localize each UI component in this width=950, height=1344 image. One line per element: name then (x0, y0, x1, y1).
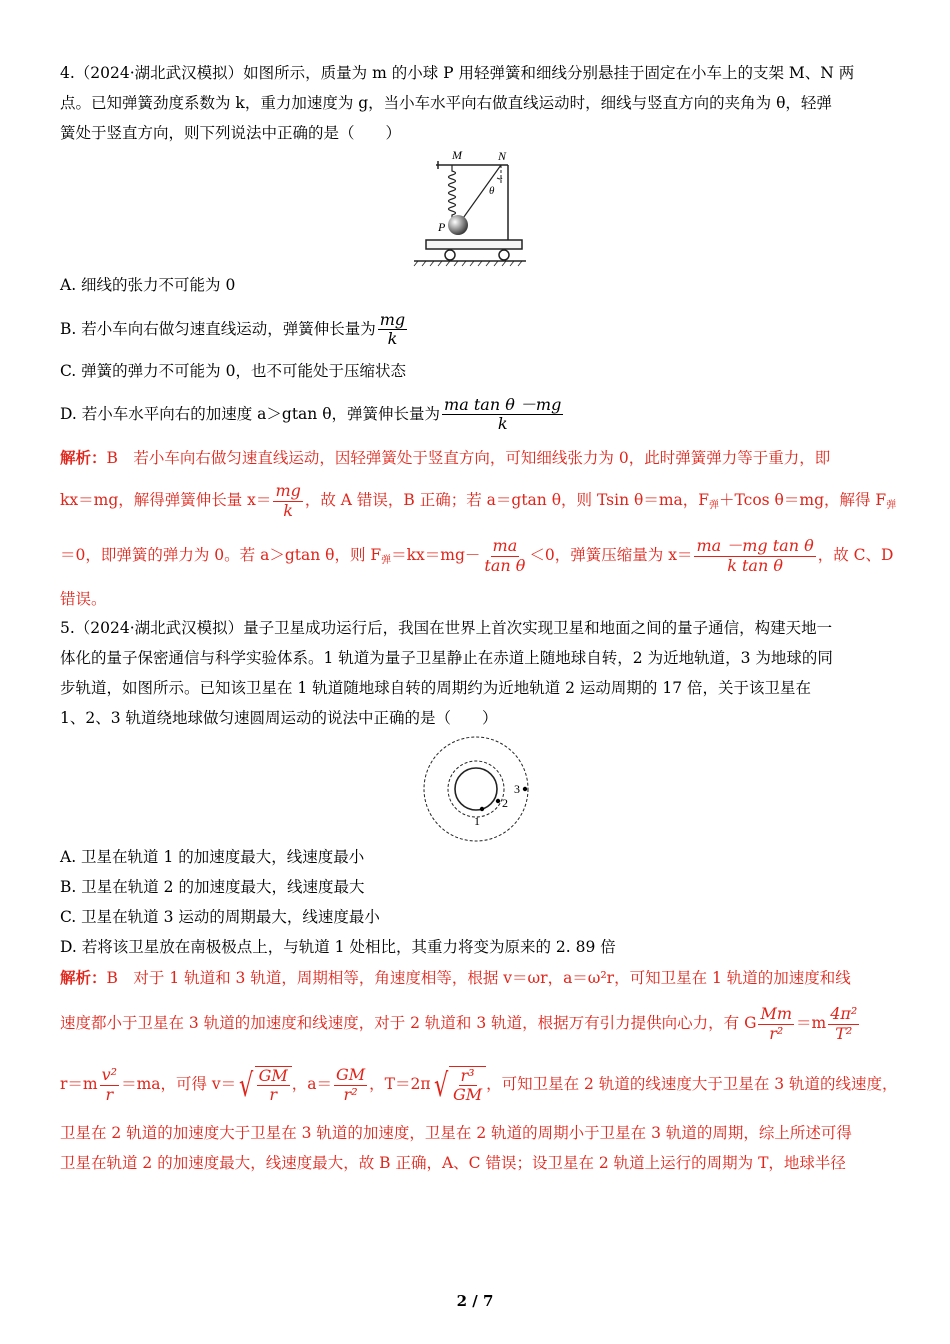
q4-solution-line-1: 解析：B 若小车向右做匀速直线运动，因轻弹簧处于竖直方向，可知细线张力为 0，此时弹簧弹力等于重力，即 (60, 448, 831, 467)
q4-solution-line-4: 错误。 (60, 590, 107, 608)
fraction: $\frac{mg}{k}$ (275, 481, 301, 520)
q4-option-d-text: D. 若小车水平向右的加速度 a＞gtan θ，弹簧伸长量为 (60, 404, 441, 423)
q5-figure-orbits (418, 735, 538, 845)
q5-solution-line-5: 卫星在轨道 2 的加速度最大，线速度最大，故 B 正确，A、C 错误；设卫星在 2 轨道上运行的周期为 T，地球半径 (60, 1154, 846, 1172)
q4-option-d (60, 396, 890, 434)
q5-option-c: C. 卫星在轨道 3 运动的周期最大，线速度最小 (60, 908, 380, 926)
square-root: √ $\frac{\text{r³}}{GM}$ (431, 1066, 487, 1105)
square-root: √ $\frac{GM}{r}$ (236, 1066, 292, 1105)
ball-p (448, 215, 468, 235)
fraction: $\frac{\text{ma －mg tan θ}}{\text{k tan θ}}$ (696, 536, 814, 575)
orbit-label-1: 1 (474, 814, 480, 828)
label-m: M (452, 148, 462, 162)
q4-figure-cart-spring-pendulum (410, 145, 530, 270)
q4-option-a: A. 细线的张力不可能为 0 (60, 276, 236, 294)
orbit-label-3: 3 (514, 782, 520, 796)
q4-option-c: C. 弹簧的弹力不可能为 0，也不可能处于压缩状态 (60, 362, 406, 380)
label-theta: θ (489, 185, 495, 197)
fraction: $\frac{mg}{k}$ (379, 310, 406, 349)
q5-solution-line-2: 速度都小于卫星在 3 轨道的加速度和线速度，对于 2 轨道和 3 轨道，根据万有引力提供向心力，有 G $\frac{Mm}{\text{r²}}$ ＝m $\frac{\text{4π²}}{\text{T²}}$ (60, 1004, 858, 1043)
q5-stem-line-2: 体化的量子保密通信与科学实验体系。1 轨道为量子卫星静止在赤道上随地球自转，2 为近地轨道，3 为地球的同 (60, 649, 833, 667)
fraction: $\frac{\text{v²}}{r}$ (101, 1065, 118, 1104)
q4-option-b-text: B. 若小车向右做匀速直线运动，弹簧伸长量为 (60, 319, 376, 338)
label-n: N (498, 149, 507, 163)
q4-solution-line-2: kx＝mg，解得弹簧伸长量 x＝ $\frac{mg}{k}$ ，故 A 错误，B 正确；若 a＝gtan θ，则 Tsin θ＝ma，$F_弹+Tcos$ θ＝mg，解得 $F_弹$ (60, 481, 897, 520)
q4-stem-line-3: 簧处于竖直方向，则下列说法中正确的是（ ） (60, 124, 402, 142)
q4-solution-line-3: ＝0，即弹簧的弹力为 0。若 a＞gtan θ，则 $F_弹=kx=mg-$ $\frac{ma}{\text{tan θ}}$ ＜0，弹簧压缩量为 x＝ $\frac{\text{ma －mg tan θ}}{\text{k tan θ}}$ ，故 C、D (60, 536, 894, 575)
page-number: 2 / 7 (456, 1292, 494, 1310)
q5-option-d: D. 若将该卫星放在南极极点上，与轨道 1 处相比，其重力将变为原来的 2. 89 倍 (60, 938, 616, 956)
q4-option-b (60, 311, 890, 349)
orbit-label-2: 2 (502, 796, 508, 810)
q5-solution-line-1: 解析：B 对于 1 轨道和 3 轨道，周期相等，角速度相等，根据 v＝ωr，a＝ω²r，可知卫星在 1 轨道的加速度和线 (60, 968, 851, 987)
q5-solution-line-4: 卫星在 2 轨道的加速度大于卫星在 3 轨道的加速度，卫星在 2 轨道的周期小于卫星在 3 轨道的周期，综上所述可得 (60, 1124, 852, 1142)
q5-option-a: A. 卫星在轨道 1 的加速度最大，线速度最小 (60, 848, 365, 866)
q5-stem-line-4: 1、2、3 轨道绕地球做匀速圆周运动的说法中正确的是（ ） (60, 709, 498, 727)
fraction: $\frac{\text{4π²}}{\text{T²}}$ (830, 1004, 858, 1043)
q4-stem-line-2: 点。已知弹簧劲度系数为 k，重力加速度为 g，当小车水平向右做直线运动时，细线与竖直方向的夹角为 θ，轻弹 (60, 94, 832, 112)
q5-stem-line-1: 5.（2024·湖北武汉模拟）量子卫星成功运行后，我国在世界上首次实现卫星和地面之间的量子通信，构建天地一 (60, 619, 833, 637)
fraction: $\frac{GM}{\text{r²}}$ (336, 1065, 366, 1104)
label-p: P (438, 220, 446, 234)
fraction: $\frac{Mm}{\text{r²}}$ (760, 1004, 793, 1043)
q5-option-b: B. 卫星在轨道 2 的加速度最大，线速度最大 (60, 878, 365, 896)
q4-stem-line-1: 4.（2024·湖北武汉模拟）如图所示，质量为 m 的小球 P 用轻弹簧和细线分别悬挂于固定在小车上的支架 M、N 两 (60, 64, 855, 82)
q5-solution-line-3: r＝m $\frac{\text{v²}}{r}$ ＝ma，可得 v＝ √ $\frac{GM}{r}$ ，a＝ $\frac{GM}{\text{r²}}$ ，T＝2π √ $\frac{\text{r³}}{GM}$ ，可知卫星在 2 轨道的线速度大于卫星在 3 轨道的线速度， (60, 1065, 898, 1104)
fraction: $\frac{\text{ma tan θ －mg}}{k}$ (444, 395, 562, 434)
fraction: $\frac{ma}{\text{tan θ}}$ (484, 536, 526, 575)
q5-stem-line-3: 步轨道，如图所示。已知该卫星在 1 轨道随地球自转的周期约为近地轨道 2 运动周期的 17 倍，关于该卫星在 (60, 679, 812, 697)
